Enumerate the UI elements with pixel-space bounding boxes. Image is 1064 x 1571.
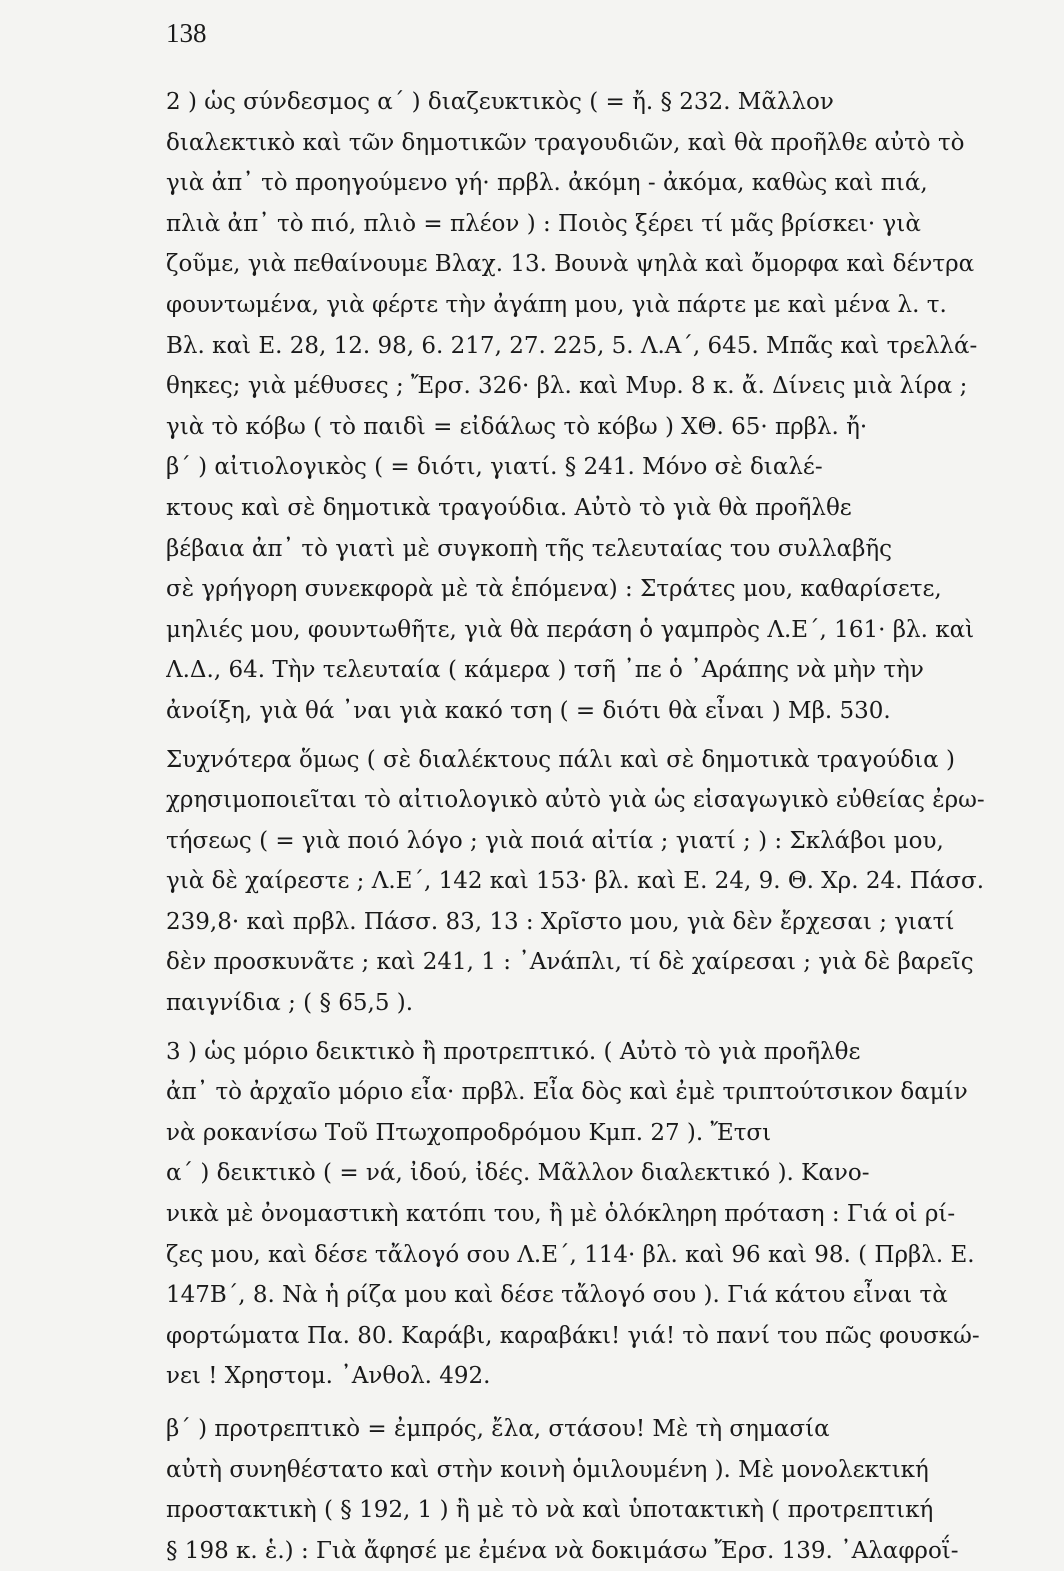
text-line: β΄ ) αἰτιολογικὸς ( = διότι, γιατί. § 241. Μόνο σὲ διαλέ- xyxy=(166,454,823,481)
text-line: πλιὰ ἀπ᾿ τὸ πιό, πλιὸ = πλέον ) : Ποιὸς ξέρει τί μᾶς βρίσκει· γιὰ xyxy=(166,210,921,237)
text-line: γιὰ τὸ κόβω ( τὸ παιδὶ = εἰδάλως τὸ κόβω ) ΧΘ. 65· πρβλ. ἤ· xyxy=(166,413,868,440)
text-line: ἀπ᾿ τὸ ἀρχαῖο μόριο εἶα· πρβλ. Εἶα δὸς καὶ ἐμὲ τριπτούτσικον δαμίν xyxy=(166,1079,968,1106)
text-line: νει ! Χρηστομ. ᾽Ανθολ. 492. xyxy=(166,1363,491,1390)
text-line: 147Β΄, 8. Νὰ ἡ ρίζα μου καὶ δέσε τἄλογό σου ). Γιά κάτου εἶναι τὰ xyxy=(166,1282,948,1309)
text-line: Λ.Δ., 64. Τὴν τελευταία ( κάμερα ) τσῆ ᾽πε ὁ ᾽Αράπης νὰ μὴν τὴν xyxy=(166,657,924,684)
text-line: δὲν προσκυνᾶτε ; καὶ 241, 1 : ᾽Ανάπλι, τί δὲ χαίρεσαι ; γιὰ δὲ βαρεῖς xyxy=(166,949,974,976)
text-line: φορτώματα Πα. 80. Καράβι, καραβάκι! γιά! τὸ πανί του πῶς φουσκώ- xyxy=(166,1322,980,1349)
text-line: βέβαια ἀπ᾿ τὸ γιατὶ μὲ συγκοπὴ τῆς τελευταίας του συλλαβῆς xyxy=(166,535,893,562)
text-line: διαλεκτικὸ καὶ τῶν δημοτικῶν τραγουδιῶν, καὶ θὰ προῆλθε αὐτὸ τὸ xyxy=(166,129,965,156)
text-line: α΄ ) δεικτικὸ ( = νά, ἰδού, ἰδές. Μᾶλλον διαλεκτικό ). Κανο- xyxy=(166,1160,870,1187)
text-line: γιὰ ἀπ᾿ τὸ προηγούμενο γή· πρβλ. ἀκόμη - ἀκόμα, καθὼς καὶ πιά, xyxy=(166,170,928,197)
text-line: ζες μου, καὶ δέσε τἄλογό σου Λ.Ε΄, 114· βλ. καὶ 96 καὶ 98. ( Πρβλ. Ε. xyxy=(166,1241,975,1268)
text-line: 2 ) ὡς σύνδεσμος α΄ ) διαζευκτικὸς ( = ἤ. § 232. Μᾶλλον xyxy=(166,89,834,115)
text-line: αὐτὴ συνηθέστατο καὶ στὴν κοινὴ ὁμιλουμένη ). Μὲ μονολεκτική xyxy=(166,1456,929,1483)
page-number: 138 xyxy=(166,18,207,48)
text-line: θηκες; γιὰ μέθυσες ; Ἔρσ. 326· βλ. καὶ Μυρ. 8 κ. ἄ. Δίνεις μιὰ λίρα ; xyxy=(166,373,968,400)
text-line: προστακτικὴ ( § 192, 1 ) ἢ μὲ τὸ νὰ καὶ ὑποτακτικὴ ( προτρεπτική xyxy=(166,1497,934,1524)
text-line: β΄ ) προτρεπτικὸ = ἐμπρός, ἔλα, στάσου! Μὲ τὴ σημασία xyxy=(166,1416,830,1442)
text-line: μηλιές μου, φουντωθῆτε, γιὰ θὰ περάση ὁ γαμπρὸς Λ.Ε΄, 161· βλ. καὶ xyxy=(166,616,975,643)
text-line: παιγνίδια ; ( § 65,5 ). xyxy=(166,990,414,1017)
text-line: χρησιμοποιεῖται τὸ αἰτιολογικὸ αὐτὸ γιὰ ὡς εἰσαγωγικὸ εὐθείας ἐρω- xyxy=(166,787,985,814)
text-line: νικὰ μὲ ὀνομαστικὴ κατόπι του, ἢ μὲ ὁλόκληρη πρόταση : Γιά οἱ ρί- xyxy=(166,1201,956,1228)
text-line: φουντωμένα, γιὰ φέρτε τὴν ἀγάπη μου, γιὰ πάρτε με καὶ μένα λ. τ. xyxy=(166,291,947,318)
text-line: σὲ γρήγορη συνεκφορὰ μὲ τὰ ἑπόμενα) : Στράτες μου, καθαρίσετε, xyxy=(166,576,942,603)
text-line: ἀνοίξη, γιὰ θά ᾽ναι γιὰ κακό τση ( = διότι θὰ εἶναι ) Μβ. 530. xyxy=(166,697,891,724)
text-line: § 198 κ. ἑ.) : Γιὰ ἄφησέ με ἐμένα νὰ δοκιμάσω Ἔρσ. 139. ᾽Αλαφροΐ- xyxy=(166,1537,959,1564)
page-body xyxy=(166,82,1046,1571)
text-line: Βλ. καὶ Ε. 28, 12. 98, 6. 217, 27. 225, 5. Λ.Α΄, 645. Μπᾶς καὶ τρελλά- xyxy=(166,332,978,359)
text-line: Συχνότερα ὅμως ( σὲ διαλέκτους πάλι καὶ σὲ δημοτικὰ τραγούδια ) xyxy=(166,746,955,773)
text-line: ζοῦμε, γιὰ πεθαίνουμε Βλαχ. 13. Βουνὰ ψηλὰ καὶ ὄμορφα καὶ δέντρα xyxy=(166,251,975,278)
text-line: 239,8· καὶ πρβλ. Πάσσ. 83, 13 : Χρῖστο μου, γιὰ δὲν ἔρχεσαι ; γιατί xyxy=(166,908,955,935)
text-line: κτους καὶ σὲ δημοτικὰ τραγούδια. Αὐτὸ τὸ γιὰ θὰ προῆλθε xyxy=(166,494,852,521)
text-line: γιὰ δὲ χαίρεστε ; Λ.Ε΄, 142 καὶ 153· βλ. καὶ Ε. 24, 9. Θ. Χρ. 24. Πάσσ. xyxy=(166,868,985,895)
text-line: νὰ ροκανίσω Τοῦ Πτωχοπροδρόμου Κμπ. 27 ). Ἔτσι xyxy=(166,1119,772,1146)
text-line: τήσεως ( = γιὰ ποιό λόγο ; γιὰ ποιά αἰτία ; γιατί ; ) : Σκλάβοι μου, xyxy=(166,827,944,854)
text-line: 3 ) ὡς μόριο δεικτικὸ ἢ προτρεπτικό. ( Αὐτὸ τὸ γιὰ προῆλθε xyxy=(166,1038,861,1065)
